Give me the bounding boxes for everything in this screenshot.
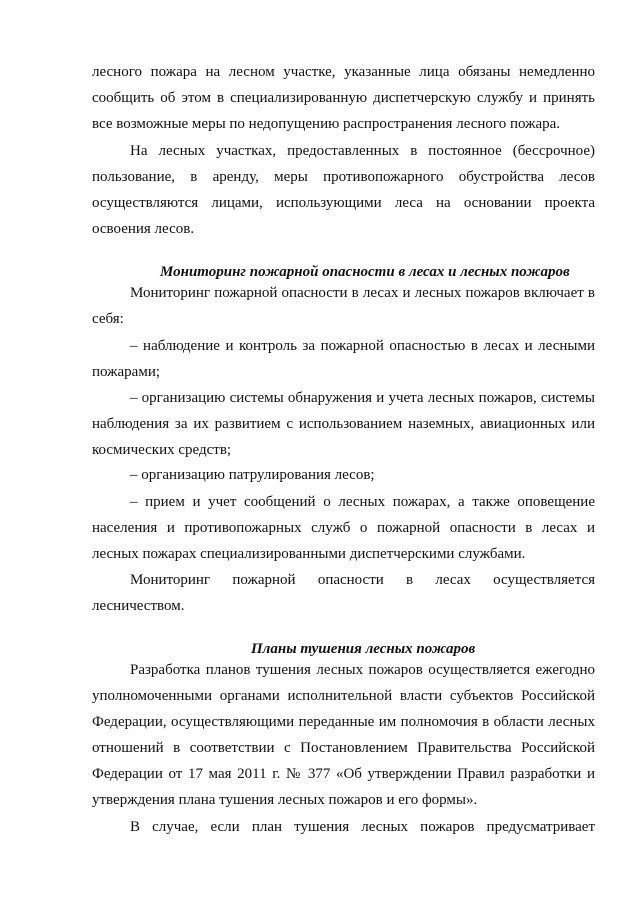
list-item: – организацию системы обнаружения и учета лесных пожаров, системы — [130, 390, 595, 406]
text-line: пожарами; — [92, 364, 161, 380]
text-line: уполномоченными органами исполнительной власти субъектов Российской — [92, 688, 595, 704]
text-line: населения и противопожарных служб о пожарной опасности в лесах и — [92, 520, 595, 536]
text-line: все возможные меры по недопущению распространения лесного пожара. — [92, 116, 561, 132]
text-line: космических средств; — [92, 442, 232, 458]
text-line: Федерации, осуществляющими переданные им полномочия в области лесных — [92, 714, 595, 730]
text-line: наблюдения за их развитием с использованием наземных, авиационных или — [92, 416, 595, 432]
text-line: освоения лесов. — [92, 221, 195, 237]
text-line: сообщить об этом в специализированную диспетчерскую службу и принять — [92, 90, 595, 106]
text-line: лесных пожарах специализированными диспетчерскими службами. — [92, 546, 526, 562]
text-line: осуществляются лицами, использующими леса на основании проекта — [92, 195, 595, 211]
text-line: Федерации от 17 мая 2011 г. № 377 «Об утверждении Правил разработки и — [92, 766, 595, 782]
list-item: – организацию патрулирования лесов; — [130, 467, 375, 483]
section-heading: Планы тушения лесных пожаров — [251, 641, 476, 657]
text-line: Мониторинг пожарной опасности в лесах осуществляется — [130, 572, 595, 588]
text-line: Мониторинг пожарной опасности в лесах и лесных пожаров включает в — [130, 285, 595, 301]
text-line: отношений в соответствии с Постановлением Правительства Российской — [92, 740, 595, 756]
text-line: В случае, если план тушения лесных пожаров предусматривает — [130, 819, 595, 835]
text-line: На лесных участках, предоставленных в постоянное (бессрочное) — [130, 143, 595, 159]
text-line: утверждения плана тушения лесных пожаров и его формы». — [92, 792, 478, 808]
text-line: пользование, в аренду, меры противопожарного обустройства лесов — [92, 169, 595, 185]
text-line: себя: — [92, 311, 124, 327]
text-line: лесного пожара на лесном участке, указанные лица обязаны немедленно — [92, 64, 595, 80]
list-item: – наблюдение и контроль за пожарной опасностью в лесах и лесными — [130, 338, 595, 354]
list-item: – прием и учет сообщений о лесных пожарах, а также оповещение — [130, 494, 595, 510]
section-heading: Мониторинг пожарной опасности в лесах и лесных пожаров — [160, 264, 570, 280]
text-line: Разработка планов тушения лесных пожаров осуществляется ежегодно — [130, 662, 595, 678]
text-line: лесничеством. — [92, 598, 185, 614]
